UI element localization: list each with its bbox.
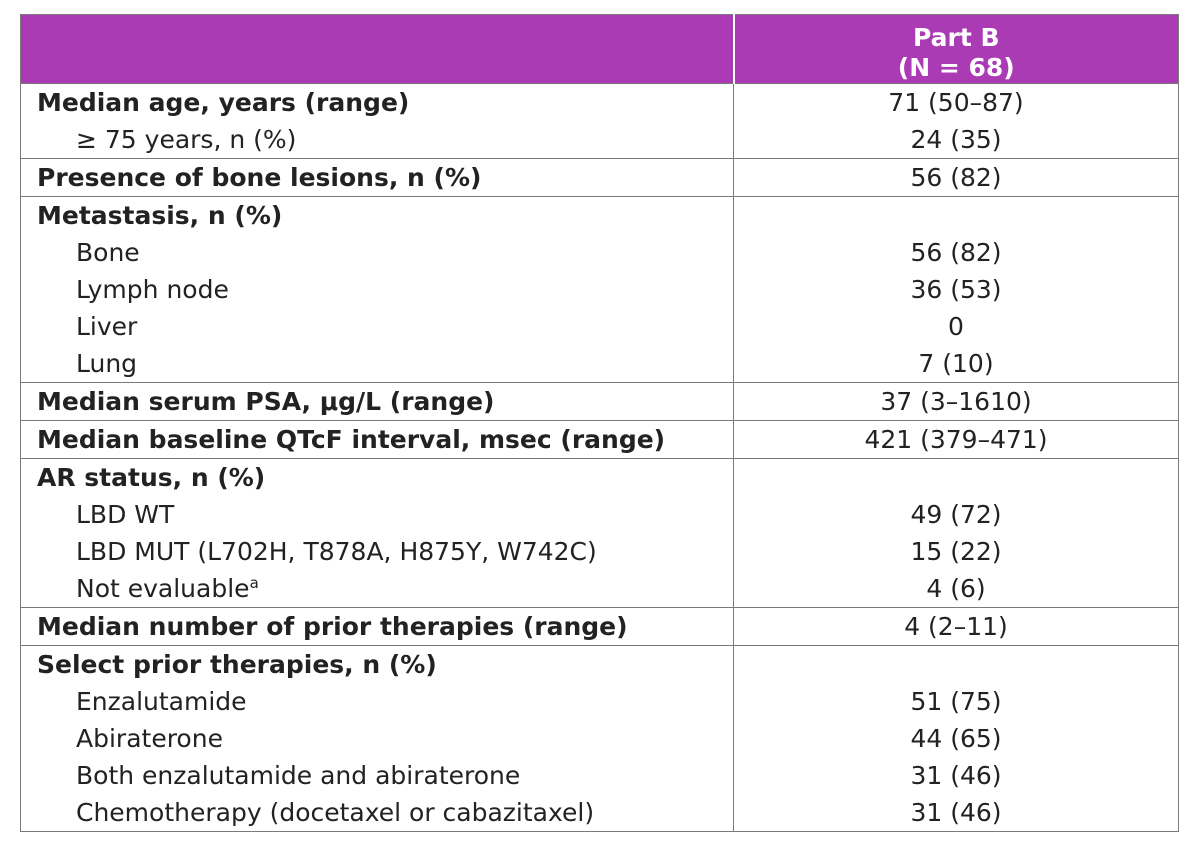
row-value: 36 (53) (734, 271, 1179, 308)
row-label: ≥ 75 years, n (%) (21, 121, 734, 159)
row-value: 37 (3–1610) (734, 383, 1179, 421)
row-value: 0 (734, 308, 1179, 345)
header-n-count: (N = 68) (897, 53, 1015, 82)
table-row (21, 794, 1179, 832)
table-row (21, 84, 1179, 122)
row-value (734, 459, 1179, 497)
table-row (21, 345, 1179, 383)
table-row (21, 608, 1179, 646)
row-label: Median baseline QTcF interval, msec (range) (21, 421, 734, 459)
row-label: LBD MUT (L702H, T878A, H875Y, W742C) (21, 533, 734, 570)
row-label: Abiraterone (21, 720, 734, 757)
row-label: Bone (21, 234, 734, 271)
row-value: 15 (22) (734, 533, 1179, 570)
row-value: 31 (46) (734, 794, 1179, 832)
row-label: Lymph node (21, 271, 734, 308)
row-value: 71 (50–87) (734, 84, 1179, 122)
row-value: 421 (379–471) (734, 421, 1179, 459)
row-label: Both enzalutamide and abiraterone (21, 757, 734, 794)
table-row (21, 570, 1179, 608)
row-label (21, 570, 734, 608)
row-value: 4 (2–11) (734, 608, 1179, 646)
row-label: Median serum PSA, μg/L (range) (21, 383, 734, 421)
row-label: Liver (21, 308, 734, 345)
header-characteristic-cell (21, 15, 734, 84)
row-value: 56 (82) (734, 159, 1179, 197)
row-value (734, 646, 1179, 684)
table-header-row (21, 15, 1179, 84)
row-label: Presence of bone lesions, n (%) (21, 159, 734, 197)
row-value: 4 (6) (734, 570, 1179, 608)
row-value (734, 197, 1179, 235)
row-label: Lung (21, 345, 734, 383)
header-part-b-cell (734, 15, 1179, 84)
table-row (21, 421, 1179, 459)
row-label: Median number of prior therapies (range) (21, 608, 734, 646)
baseline-characteristics-table-container (20, 14, 1178, 832)
table-row (21, 459, 1179, 497)
table-row (21, 720, 1179, 757)
row-label: Metastasis, n (%) (21, 197, 734, 235)
footnote-marker: a (249, 574, 259, 592)
row-label: Chemotherapy (docetaxel or cabazitaxel) (21, 794, 734, 832)
table-row (21, 757, 1179, 794)
row-value: 56 (82) (734, 234, 1179, 271)
row-label: AR status, n (%) (21, 459, 734, 497)
row-value: 7 (10) (734, 345, 1179, 383)
row-value: 51 (75) (734, 683, 1179, 720)
row-label: LBD WT (21, 496, 734, 533)
row-value: 44 (65) (734, 720, 1179, 757)
row-value: 31 (46) (734, 757, 1179, 794)
row-label: Select prior therapies, n (%) (21, 646, 734, 684)
row-label-text: Not evaluable (76, 574, 250, 603)
baseline-characteristics-table (20, 14, 1179, 832)
table-row (21, 383, 1179, 421)
table-row (21, 234, 1179, 271)
table-row (21, 646, 1179, 684)
table-row (21, 271, 1179, 308)
table-row (21, 533, 1179, 570)
row-label: Enzalutamide (21, 683, 734, 720)
header-part-b-label: Part B (912, 23, 1000, 52)
table-row (21, 121, 1179, 159)
table-row (21, 683, 1179, 720)
row-label: Median age, years (range) (21, 84, 734, 122)
table-row (21, 496, 1179, 533)
table-row (21, 159, 1179, 197)
row-value: 24 (35) (734, 121, 1179, 159)
table-row (21, 197, 1179, 235)
table-row (21, 308, 1179, 345)
row-value: 49 (72) (734, 496, 1179, 533)
